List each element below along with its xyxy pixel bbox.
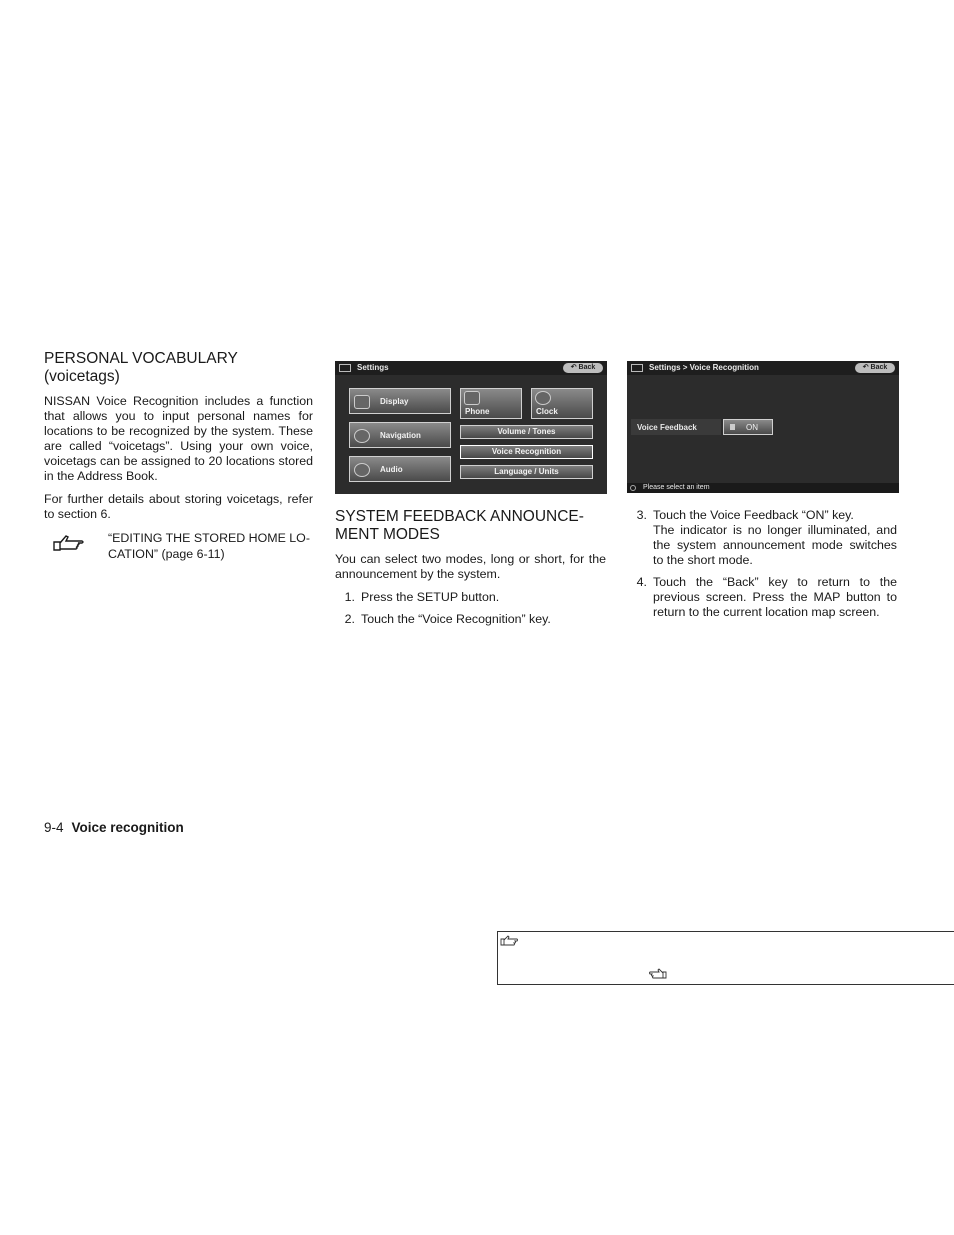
display-key: Display bbox=[349, 388, 451, 414]
left-column bbox=[44, 350, 313, 562]
clock-icon bbox=[535, 391, 551, 405]
display-icon bbox=[354, 395, 370, 409]
list-item: 2. Touch the “Voice Recognition” key. bbox=[344, 612, 551, 626]
navigation-icon bbox=[354, 429, 370, 443]
list-item: 4. Touch the “Back” key to return to the previous screen. Press the MAP button to return to the current location map screen. bbox=[636, 575, 897, 619]
hand-icon bbox=[647, 967, 667, 979]
pointing-hand-icon bbox=[500, 934, 520, 946]
cross-reference bbox=[44, 530, 313, 562]
audio-key: Audio bbox=[349, 456, 451, 482]
paragraph-voicetags-reference: For further details about storing voicetags, refer to section 6. bbox=[44, 492, 313, 521]
language-units-key: Language / Units bbox=[460, 465, 593, 479]
screen-title-bar bbox=[627, 361, 899, 375]
settings-screen-image bbox=[335, 361, 607, 494]
pointing-hand-icon bbox=[52, 530, 92, 552]
clock-key: Clock bbox=[531, 388, 593, 419]
right-column bbox=[627, 508, 897, 627]
section-heading-personal-vocabulary: PERSONAL VOCABULARY (voicetags) bbox=[44, 350, 238, 385]
page-footer bbox=[44, 820, 184, 835]
page-number: 9-4 bbox=[44, 820, 64, 835]
voice-feedback-on-key: ON bbox=[723, 419, 773, 435]
list-item: 1. Press the SETUP button. bbox=[344, 590, 500, 604]
back-key: ↶ Back bbox=[563, 363, 603, 373]
navigation-key: Navigation bbox=[349, 422, 451, 448]
audio-icon bbox=[354, 463, 370, 477]
phone-key: Phone bbox=[460, 388, 522, 419]
voice-feedback-label: Voice Feedback bbox=[637, 423, 697, 432]
cross-reference-text: “EDITING THE STORED HOME LO- CATION” (page 6-11) bbox=[108, 531, 310, 561]
menu-icon bbox=[339, 364, 351, 372]
indicator-light bbox=[730, 424, 735, 430]
section-heading-system-feedback: SYSTEM FEEDBACK ANNOUNCE- MENT MODES bbox=[335, 508, 584, 543]
screen-title: Settings bbox=[357, 363, 389, 372]
paragraph-modes-intro: You can select two modes, long or short, for the announcement by the system. bbox=[335, 552, 606, 581]
status-bar: Please select an item bbox=[627, 483, 899, 493]
back-key: ↶ Back bbox=[855, 363, 895, 373]
voice-recognition-screen-image bbox=[627, 361, 899, 493]
paragraph-voicetags-intro: NISSAN Voice Recognition includes a function that allows you to input personal names for locations to be recognized by the system. These are called “voicetags”. Using your own voice, voicetags can be assigned to 20 locations stored in the Address Book. bbox=[44, 394, 313, 483]
list-item: 3. Touch the Voice Feedback “ON” key. The indicator is no longer illuminated, and the system announcement mode switches to the short mode. bbox=[636, 508, 897, 567]
section-name: Voice recognition bbox=[71, 820, 184, 835]
menu-icon bbox=[631, 364, 643, 372]
screen-title-bar bbox=[335, 361, 607, 375]
info-icon bbox=[630, 485, 636, 491]
screen-title: Settings > Voice Recognition bbox=[649, 363, 759, 372]
steps-list-3-4 bbox=[627, 508, 897, 620]
voice-feedback-row bbox=[631, 419, 721, 435]
volume-tones-key: Volume / Tones bbox=[460, 425, 593, 439]
middle-column bbox=[335, 508, 606, 634]
phone-icon bbox=[464, 391, 480, 405]
voice-recognition-key: Voice Recognition bbox=[460, 445, 593, 459]
reference-box bbox=[497, 931, 954, 985]
steps-list-1-2 bbox=[335, 590, 606, 627]
